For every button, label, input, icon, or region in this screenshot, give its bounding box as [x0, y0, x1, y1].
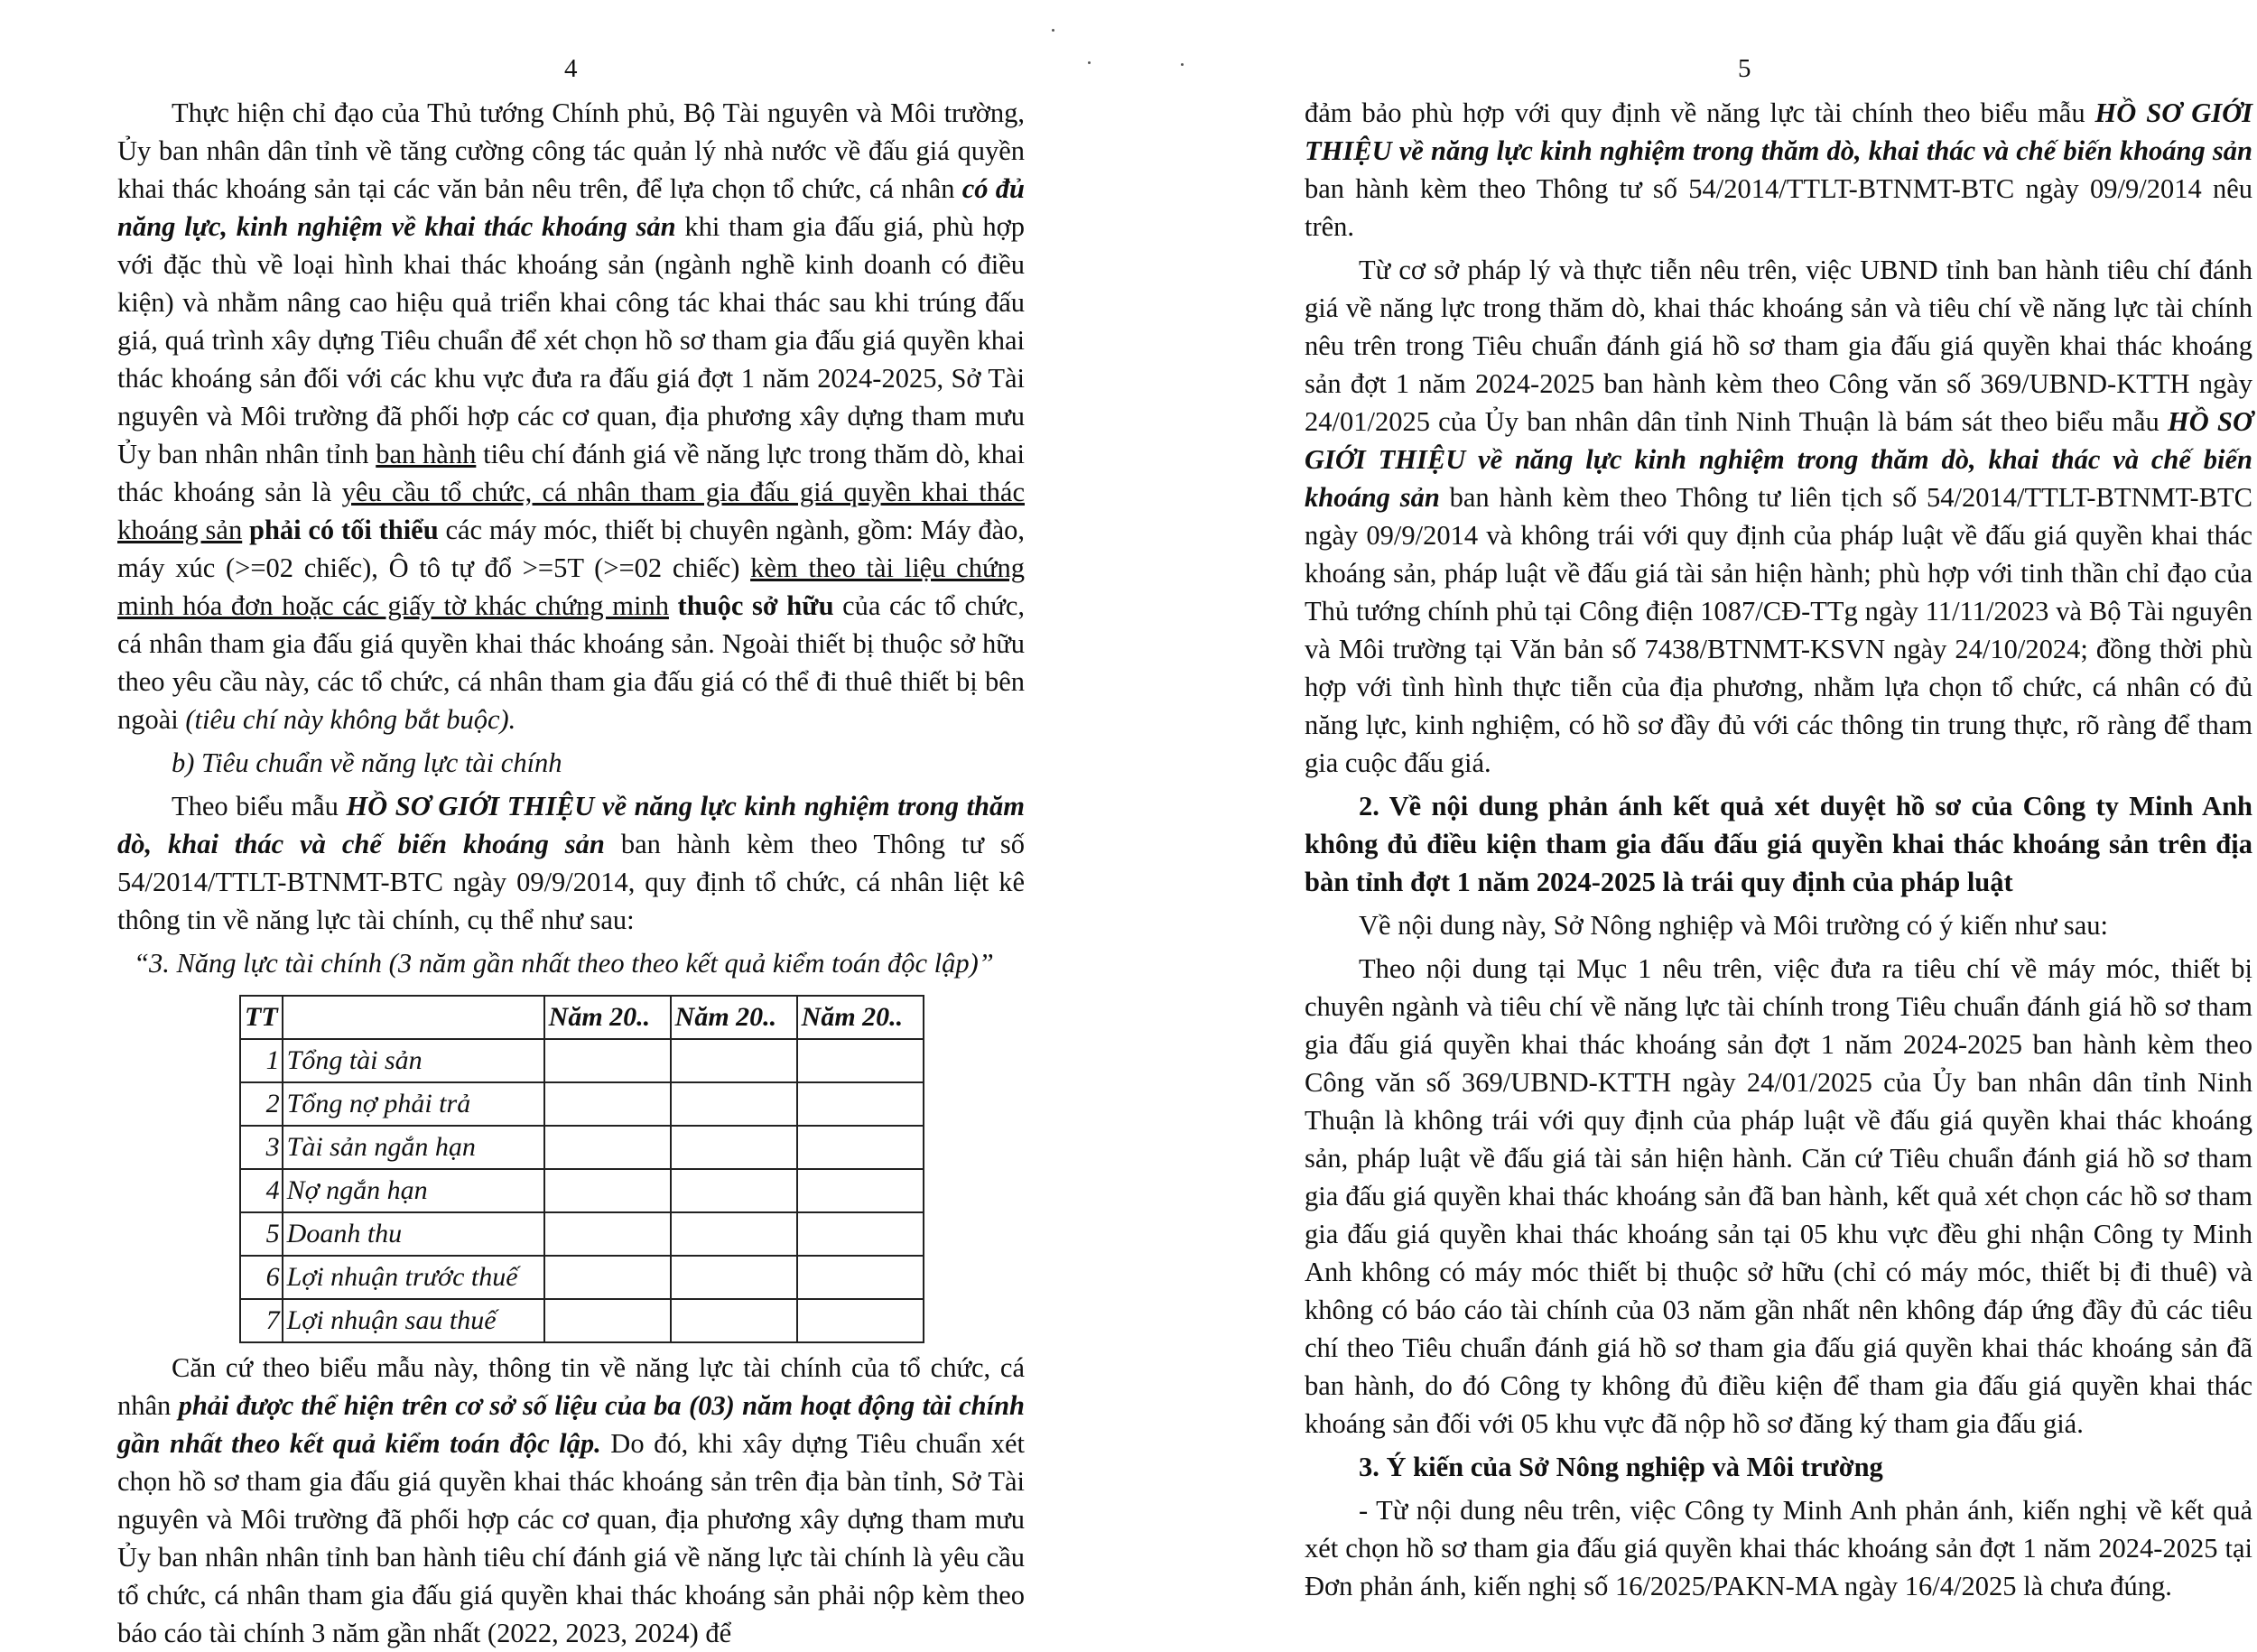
left-page-body [117, 94, 1025, 1652]
table-row: 6 Lợi nhuận trước thuế [240, 1256, 924, 1299]
table-row: 3 Tài sản ngắn hạn [240, 1126, 924, 1169]
paragraph-1: đảm bảo phù hợp với quy định về năng lực tài chính theo biểu mẫu HỒ SƠ GIỚI THIỆU về năng lực kinh nghiệm trong thăm dò, khai thác và chế biến khoáng sản ban hành kèm theo Thông tư số 54/2014/TTLT-BTNMT-BTC ngày 09/9/2014 nêu trên. [1305, 97, 2252, 242]
table-row: 7 Lợi nhuận sau thuế [240, 1299, 924, 1342]
section-heading-3: 3. Ý kiến của Sở Nông nghiệp và Môi trường [1359, 1452, 1883, 1482]
table-row: 5 Doanh thu [240, 1212, 924, 1256]
paragraph-3: Về nội dung này, Sở Nông nghiệp và Môi trường có ý kiến như sau: [1359, 910, 2108, 941]
scan-speck [1052, 29, 1054, 32]
paragraph-4: Theo nội dung tại Mục 1 nêu trên, việc đưa ra tiêu chí về máy móc, thiết bị chuyên ngành và tiêu chí về năng lực tài chính trong Tiêu chuẩn đánh giá hồ sơ tham gia đấu giá quyền khai thác khoáng sản đợt 1 năm 2024-2025 ban hành kèm theo Công văn số 369/UBND-KTTH ngày 24/01/2025 của Ủy ban nhân dân tỉnh Ninh Thuận là không trái với quy định của pháp luật về đấu giá quyền khai thác khoáng sản, pháp luật về đấu giá tài sản hiện hành. Căn cứ Tiêu chuẩn đánh giá hồ sơ tham gia đấu giá quyền khai thác khoáng sản đã ban hành, kết quả xét chọn các hồ sơ tham gia đấu giá quyền khai thác khoáng sản tại 05 khu vực đều ghi nhận Công ty Minh Anh không có máy móc thiết bị thuộc sở hữu (chỉ có máy móc, thiết bị đi thuê) và không có báo cáo tài chính của 03 năm gần nhất nên không đáp ứng đầy đủ các tiêu chí theo Tiêu chuẩn đánh giá hồ sơ tham gia đấu giá quyền khai thác khoáng sản đã ban hành, do đó Công ty không đủ điều kiện để tham gia đấu giá quyền khai thác khoáng sản đối với 05 khu vực đã nộp hồ sơ đăng ký tham gia đấu giá. [1305, 953, 2252, 1439]
paragraph-3: Căn cứ theo biểu mẫu này, thông tin về năng lực tài chính của tổ chức, cá nhân phải được thể hiện trên cơ sở số liệu của ba (03) năm hoạt động tài chính gần nhất theo kết quả kiểm toán độc lập. Do đó, khi xây dựng Tiêu chuẩn xét chọn hồ sơ tham gia đấu giá quyền khai thác khoáng sản trên địa bàn tỉnh, Sở Tài nguyên và Môi trường đã phối hợp các cơ quan, địa phương xây dựng tham mưu Ủy ban nhân nhân tỉnh ban hành tiêu chí đánh giá về năng lực tài chính là yêu cầu tổ chức, cá nhân tham gia đấu giá quyền khai thác khoáng sản phải nộp kèm theo báo cáo tài chính 3 năm gần nhất (2022, 2023, 2024) để [117, 1352, 1025, 1648]
quote-financial-capacity: “3. Năng lực tài chính (3 năm gần nhất theo theo kết quả kiểm toán độc lập)” [134, 948, 994, 979]
financial-capacity-table [239, 995, 924, 1343]
scan-speck [1181, 63, 1184, 66]
right-page-body [1305, 94, 2252, 1605]
paragraph-1: Thực hiện chỉ đạo của Thủ tướng Chính phủ, Bộ Tài nguyên và Môi trường, Ủy ban nhân dân tỉnh về tăng cường công tác quản lý nhà nước về đấu giá quyền khai thác khoáng sản tại các văn bản nêu trên, để lựa chọn tổ chức, cá nhân có đủ năng lực, kinh nghiệm về khai thác khoáng sản khi tham gia đấu giá, phù hợp với đặc thù về loại hình khai thác khoáng sản (ngành nghề kinh doanh có điều kiện) và nhằm nâng cao hiệu quả triển khai công tác khai thác sau khi trúng đấu giá, quá trình xây dựng Tiêu chuẩn để xét chọn hồ sơ tham gia đấu giá quyền khai thác khoáng sản đối với các khu vực đưa ra đấu giá đợt 1 năm 2024-2025, Sở Tài nguyên và Môi trường đã phối hợp các cơ quan, địa phương xây dựng tham mưu Ủy ban nhân nhân tỉnh ban hành tiêu chí đánh giá về năng lực trong thăm dò, khai thác khoáng sản là yêu cầu tổ chức, cá nhân tham gia đấu giá quyền khai thác khoáng sản phải có tối thiểu các máy móc, thiết bị chuyên ngành, gồm: Máy đào, máy xúc (>=02 chiếc), Ô tô tự đổ >=5T (>=02 chiếc) kèm theo tài liệu chứng minh hóa đơn hoặc các giấy tờ khác chứng minh thuộc sở hữu của các tổ chức, cá nhân tham gia đấu giá quyền khai thác khoáng sản. Ngoài thiết bị thuộc sở hữu theo yêu cầu này, các tổ chức, cá nhân tham gia đấu giá có thể đi thuê thiết bị bên ngoài (tiêu chí này không bắt buộc). [117, 97, 1026, 735]
table-header-cell: Năm 20.. [671, 996, 797, 1039]
table-header-cell: TT [240, 996, 283, 1039]
paragraph-2: Theo biểu mẫu HỒ SƠ GIỚI THIỆU về năng lực kinh nghiệm trong thăm dò, khai thác và chế biến khoáng sản ban hành kèm theo Thông tư số 54/2014/TTLT-BTNMT-BTC ngày 09/9/2014, quy định tổ chức, cá nhân liệt kê thông tin về năng lực tài chính, cụ thể như sau: [117, 791, 1025, 935]
table-header-row [240, 996, 924, 1039]
page-number: 5 [1738, 54, 1751, 83]
subheading-financial-capacity: b) Tiêu chuẩn về năng lực tài chính [172, 747, 562, 778]
right-page [1128, 0, 2257, 1609]
scan-speck [1088, 61, 1091, 64]
table-header-cell [283, 996, 544, 1039]
table-header-cell: Năm 20.. [544, 996, 671, 1039]
paragraph-2: Từ cơ sở pháp lý và thực tiễn nêu trên, việc UBND tỉnh ban hành tiêu chí đánh giá về năng lực trong thăm dò, khai thác khoáng sản và tiêu chí về năng lực tài chính nêu trên trong Tiêu chuẩn đánh giá hồ sơ tham gia đấu giá quyền khai thác khoáng sản đợt 1 năm 2024-2025 ban hành kèm theo Công văn số 369/UBND-KTTH ngày 24/01/2025 của Ủy ban nhân dân tỉnh Ninh Thuận là bám sát theo biểu mẫu HỒ SƠ GIỚI THIỆU về năng lực kinh nghiệm trong thăm dò, khai thác và chế biến khoáng sản ban hành kèm theo Thông tư liên tịch số 54/2014/TTLT-BTNMT-BTC ngày 09/9/2014 và không trái với quy định của pháp luật về đấu giá quyền khai thác khoáng sản, pháp luật về đấu giá tài sản hiện hành; phù hợp với tinh thần chỉ đạo của Thủ tướng chính phủ tại Công điện 1087/CĐ-TTg ngày 11/11/2023 và Bộ Tài nguyên và Môi trường tại Văn bản số 7438/BTNMT-KSVN ngày 24/10/2024; đồng thời phù hợp với tình hình thực tiễn của địa phương, nhằm lựa chọn tổ chức, cá nhân có đủ năng lực, kinh nghiệm, có hồ sơ đầy đủ với các thông tin trung thực, rõ ràng để tham gia cuộc đấu giá. [1305, 255, 2252, 778]
paragraph-5: - Từ nội dung nêu trên, việc Công ty Minh Anh phản ánh, kiến nghị về kết quả xét chọn hồ sơ tham gia đấu giá quyền khai thác khoáng sản đợt 1 năm 2024-2025 tại Đơn phản ánh, kiến nghị số 16/2025/PAKN-MA ngày 16/4/2025 là chưa đúng. [1305, 1495, 2252, 1601]
page-number: 4 [564, 54, 578, 83]
table-row: 2 Tổng nợ phải trả [240, 1082, 924, 1126]
table-row: 1 Tổng tài sản [240, 1039, 924, 1082]
table-row: 4 Nợ ngắn hạn [240, 1169, 924, 1212]
table-header-cell: Năm 20.. [797, 996, 924, 1039]
left-page [0, 0, 1128, 1648]
section-heading-2: 2. Về nội dung phản ánh kết quả xét duyệt hồ sơ của Công ty Minh Anh không đủ điều kiện tham gia đấu đấu giá quyền khai thác khoáng sản trên địa bàn tỉnh đợt 1 năm 2024-2025 là trái quy định của pháp luật [1305, 791, 2252, 897]
